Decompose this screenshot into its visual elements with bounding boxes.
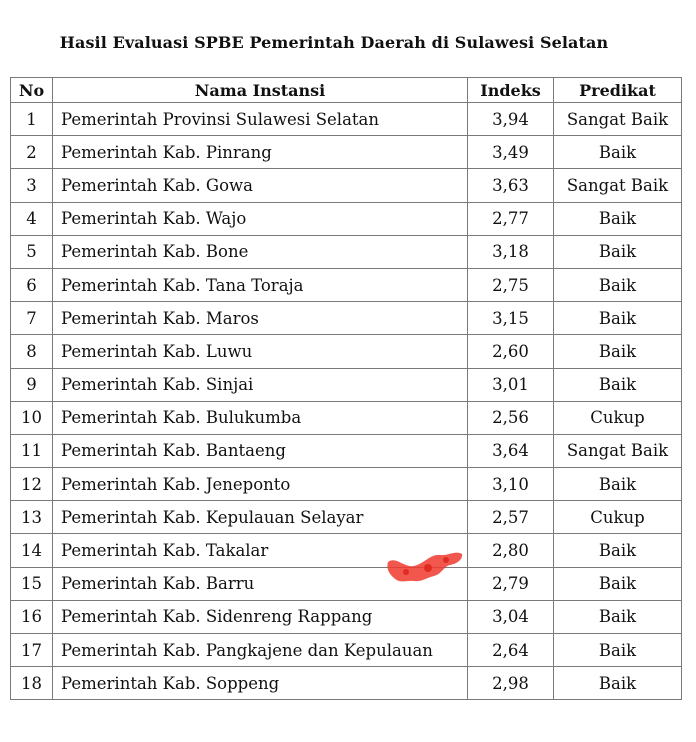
cell-index: 3,15 — [468, 302, 554, 335]
cell-index: 3,49 — [468, 136, 554, 169]
cell-no: 4 — [11, 202, 53, 235]
cell-no: 11 — [11, 434, 53, 467]
cell-index: 2,98 — [468, 667, 554, 700]
cell-no: 7 — [11, 302, 53, 335]
cell-name: Pemerintah Kab. Takalar — [53, 534, 468, 567]
cell-index: 3,94 — [468, 103, 554, 136]
cell-no: 9 — [11, 368, 53, 401]
table-row — [11, 268, 682, 301]
cell-no: 12 — [11, 468, 53, 501]
cell-predicate: Baik — [554, 202, 682, 235]
cell-name: Pemerintah Kab. Jeneponto — [53, 468, 468, 501]
cell-name: Pemerintah Kab. Wajo — [53, 202, 468, 235]
cell-index: 2,80 — [468, 534, 554, 567]
table-row — [11, 600, 682, 633]
cell-predicate: Baik — [554, 600, 682, 633]
cell-name: Pemerintah Kab. Sinjai — [53, 368, 468, 401]
header-no: No — [11, 78, 53, 103]
cell-no: 17 — [11, 634, 53, 667]
cell-predicate: Baik — [554, 567, 682, 600]
table-row — [11, 202, 682, 235]
cell-name: Pemerintah Kab. Soppeng — [53, 667, 468, 700]
cell-index: 2,79 — [468, 567, 554, 600]
cell-index: 2,60 — [468, 335, 554, 368]
cell-predicate: Baik — [554, 302, 682, 335]
cell-name: Pemerintah Provinsi Sulawesi Selatan — [53, 103, 468, 136]
header-index: Indeks — [468, 78, 554, 103]
table-row — [11, 434, 682, 467]
cell-predicate: Baik — [554, 136, 682, 169]
table-row — [11, 501, 682, 534]
header-name: Nama Instansi — [53, 78, 468, 103]
cell-index: 2,56 — [468, 401, 554, 434]
cell-no: 1 — [11, 103, 53, 136]
cell-name: Pemerintah Kab. Luwu — [53, 335, 468, 368]
cell-predicate: Baik — [554, 468, 682, 501]
table-row — [11, 302, 682, 335]
cell-index: 3,10 — [468, 468, 554, 501]
cell-index: 3,64 — [468, 434, 554, 467]
document-title: Hasil Evaluasi SPBE Pemerintah Daerah di Sulawesi Selatan — [59, 33, 609, 52]
cell-predicate: Sangat Baik — [554, 434, 682, 467]
table-row — [11, 567, 682, 600]
cell-predicate: Baik — [554, 368, 682, 401]
cell-name: Pemerintah Kab. Pangkajene dan Kepulauan — [53, 634, 468, 667]
cell-predicate: Baik — [554, 534, 682, 567]
cell-no: 13 — [11, 501, 53, 534]
cell-no: 15 — [11, 567, 53, 600]
cell-no: 2 — [11, 136, 53, 169]
cell-index: 3,01 — [468, 368, 554, 401]
cell-no: 3 — [11, 169, 53, 202]
cell-name: Pemerintah Kab. Sidenreng Rappang — [53, 600, 468, 633]
cell-name: Pemerintah Kab. Gowa — [53, 169, 468, 202]
cell-predicate: Cukup — [554, 501, 682, 534]
cell-predicate: Baik — [554, 667, 682, 700]
table-row — [11, 103, 682, 136]
cell-name: Pemerintah Kab. Kepulauan Selayar — [53, 501, 468, 534]
cell-predicate: Baik — [554, 235, 682, 268]
table-row — [11, 235, 682, 268]
cell-predicate: Sangat Baik — [554, 169, 682, 202]
cell-no: 14 — [11, 534, 53, 567]
table-row — [11, 136, 682, 169]
cell-name: Pemerintah Kab. Barru — [53, 567, 468, 600]
red-ink-mark — [386, 548, 464, 586]
table-row — [11, 169, 682, 202]
cell-name: Pemerintah Kab. Bantaeng — [53, 434, 468, 467]
cell-name: Pemerintah Kab. Bulukumba — [53, 401, 468, 434]
cell-name: Pemerintah Kab. Bone — [53, 235, 468, 268]
cell-name: Pemerintah Kab. Tana Toraja — [53, 268, 468, 301]
table-row — [11, 335, 682, 368]
evaluation-table — [10, 77, 682, 700]
cell-predicate: Sangat Baik — [554, 103, 682, 136]
header-predicate: Predikat — [554, 78, 682, 103]
cell-index: 2,77 — [468, 202, 554, 235]
cell-no: 10 — [11, 401, 53, 434]
table-row — [11, 468, 682, 501]
cell-predicate: Baik — [554, 634, 682, 667]
cell-no: 18 — [11, 667, 53, 700]
table-row — [11, 634, 682, 667]
cell-index: 3,18 — [468, 235, 554, 268]
cell-index: 3,04 — [468, 600, 554, 633]
table-row — [11, 534, 682, 567]
cell-no: 8 — [11, 335, 53, 368]
cell-index: 2,75 — [468, 268, 554, 301]
cell-predicate: Baik — [554, 268, 682, 301]
cell-no: 16 — [11, 600, 53, 633]
cell-no: 6 — [11, 268, 53, 301]
table-row — [11, 667, 682, 700]
table-header-row — [11, 78, 682, 103]
cell-name: Pemerintah Kab. Pinrang — [53, 136, 468, 169]
cell-predicate: Cukup — [554, 401, 682, 434]
cell-no: 5 — [11, 235, 53, 268]
cell-predicate: Baik — [554, 335, 682, 368]
cell-index: 2,64 — [468, 634, 554, 667]
cell-index: 3,63 — [468, 169, 554, 202]
table-row — [11, 401, 682, 434]
table-row — [11, 368, 682, 401]
cell-index: 2,57 — [468, 501, 554, 534]
cell-name: Pemerintah Kab. Maros — [53, 302, 468, 335]
